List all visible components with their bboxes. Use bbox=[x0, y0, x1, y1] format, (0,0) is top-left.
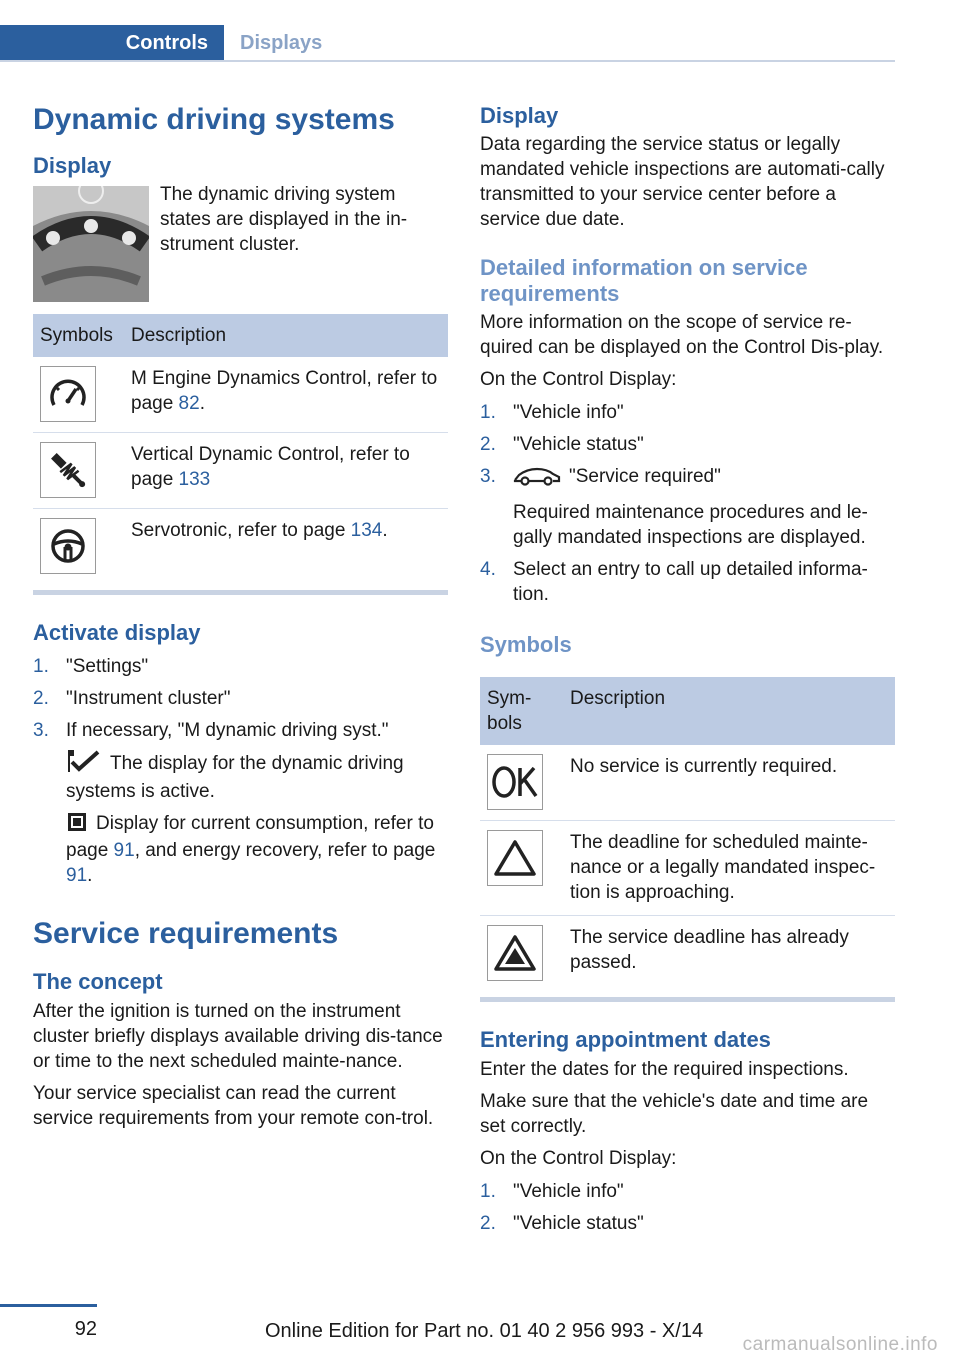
appointment-dates-heading: Entering appointment dates bbox=[480, 1027, 771, 1052]
list-item bbox=[33, 686, 448, 711]
step-text: "Instrument cluster" bbox=[66, 688, 231, 709]
step-number: 2. bbox=[480, 1213, 496, 1234]
table-header-symbols: Sym-bols bbox=[480, 677, 563, 745]
table-row bbox=[33, 509, 448, 585]
consumption-note-text: Display for current consumption, refer to page bbox=[66, 813, 434, 861]
description-text: Servotronic, refer to page bbox=[131, 520, 351, 541]
detailed-info-paragraph: More information on the scope of service re-quired can be displayed on the Control Dis-play. bbox=[480, 312, 884, 358]
step-number: 2. bbox=[33, 688, 49, 709]
symbols-heading: Symbols bbox=[480, 632, 572, 657]
row-description bbox=[124, 433, 448, 509]
step-3-label: "Service required" bbox=[569, 466, 721, 487]
list-item bbox=[480, 400, 895, 425]
square-box-icon bbox=[68, 813, 86, 838]
warning-triangle-filled-icon bbox=[487, 925, 543, 981]
step-text: "Settings" bbox=[66, 656, 149, 677]
description-suffix: . bbox=[382, 520, 388, 541]
table-header-description: Description bbox=[124, 314, 448, 357]
table-header-row bbox=[480, 677, 895, 745]
step-text: "Vehicle status" bbox=[513, 1213, 644, 1234]
display-intro bbox=[33, 186, 448, 302]
watermark: carmanualsonline.info bbox=[742, 1334, 938, 1355]
row-description: The service deadline has already passed. bbox=[570, 927, 849, 973]
table-header-symbols: Symbols bbox=[33, 314, 124, 357]
check-note bbox=[66, 750, 448, 804]
display-heading-right: Display bbox=[480, 103, 559, 128]
table-row bbox=[480, 916, 895, 992]
right-column bbox=[480, 100, 895, 1236]
left-column bbox=[33, 100, 448, 1131]
step-number: 1. bbox=[33, 656, 49, 677]
row-description: The deadline for scheduled mainte-nance or a legally mandated inspec-tion is approaching. bbox=[563, 821, 895, 916]
page-link[interactable]: 134 bbox=[350, 520, 383, 541]
step-number: 1. bbox=[480, 402, 496, 423]
header-rule bbox=[0, 60, 895, 62]
tab-controls bbox=[0, 25, 224, 62]
dynamic-systems-table bbox=[33, 314, 448, 584]
table-row bbox=[33, 357, 448, 433]
consumption-note-text-2: , and energy recovery, refer to page bbox=[134, 840, 436, 861]
activate-steps bbox=[33, 654, 448, 743]
page-link[interactable]: 133 bbox=[178, 469, 211, 490]
footer-rule bbox=[0, 1304, 97, 1307]
table-row bbox=[33, 433, 448, 509]
concept-paragraph-1: After the ignition is turned on the instrument cluster briefly displays available driving dis-tance or time to the next scheduled mainte-nance. bbox=[33, 1001, 443, 1072]
page-link[interactable]: 91 bbox=[66, 865, 88, 886]
step-text: "Vehicle info" bbox=[513, 402, 624, 423]
step-text bbox=[513, 464, 895, 550]
step-text: Select an entry to call up detailed informa-tion. bbox=[513, 559, 868, 605]
tab-controls-label: Controls bbox=[125, 32, 208, 54]
step-number: 3. bbox=[33, 720, 49, 741]
ok-icon bbox=[487, 754, 543, 810]
detailed-info-heading: Detailed information on service requirements bbox=[480, 255, 808, 306]
step-text: "Vehicle info" bbox=[513, 1181, 624, 1202]
warning-triangle-icon bbox=[487, 830, 543, 886]
step-number: 3. bbox=[480, 466, 496, 487]
steering-wheel-icon bbox=[40, 518, 96, 574]
row-description bbox=[124, 357, 448, 433]
list-item bbox=[480, 432, 895, 457]
step-3-subtext: Required maintenance procedures and le-gally mandated inspections are displayed. bbox=[513, 502, 868, 548]
appointment-paragraph-2: Make sure that the vehicle's date and time are set correctly. bbox=[480, 1091, 869, 1137]
page-number: 92 bbox=[74, 1318, 97, 1340]
list-item bbox=[480, 1179, 895, 1204]
shock-absorber-icon bbox=[40, 442, 96, 498]
list-item bbox=[480, 557, 895, 607]
concept-paragraph-2: Your service specialist can read the current service requirements from your remote con-trol. bbox=[33, 1083, 434, 1129]
table-header-description: Description bbox=[563, 677, 895, 745]
consumption-note-suffix: . bbox=[87, 865, 93, 886]
display-intro-text: The dynamic driving system states are displayed in the in-strument cluster. bbox=[160, 184, 408, 255]
on-control-display: On the Control Display: bbox=[480, 369, 677, 390]
consumption-note bbox=[66, 811, 448, 888]
step-number: 2. bbox=[480, 434, 496, 455]
table-end-rule bbox=[33, 590, 448, 595]
row-description bbox=[124, 509, 448, 585]
step-text: "Vehicle status" bbox=[513, 434, 644, 455]
tab-displays: Displays bbox=[240, 32, 323, 54]
page-link[interactable]: 82 bbox=[178, 393, 200, 414]
appointment-on-control-display: On the Control Display: bbox=[480, 1148, 677, 1169]
display-heading-left: Display bbox=[33, 153, 112, 178]
check-note-text: The display for the dynamic driving systems is active. bbox=[66, 753, 404, 802]
list-item bbox=[480, 464, 895, 550]
appointment-steps bbox=[480, 1179, 895, 1236]
car-service-icon bbox=[513, 466, 561, 493]
step-text: If necessary, "M dynamic driving syst." bbox=[66, 720, 389, 741]
row-description: No service is currently required. bbox=[563, 745, 895, 821]
list-item bbox=[33, 718, 448, 743]
page-link[interactable]: 91 bbox=[113, 840, 135, 861]
gauge-icon bbox=[40, 366, 96, 422]
page-header bbox=[0, 25, 895, 62]
appointment-paragraph-1: Enter the dates for the required inspections. bbox=[480, 1059, 849, 1080]
instrument-cluster-image bbox=[33, 186, 149, 302]
description-text: Vertical Dynamic Control, refer to page bbox=[131, 444, 410, 490]
step-number: 1. bbox=[480, 1181, 496, 1202]
description-suffix: . bbox=[199, 393, 205, 414]
list-item bbox=[33, 654, 448, 679]
description-text: M Engine Dynamics Control, refer to page bbox=[131, 368, 438, 414]
step-number: 4. bbox=[480, 559, 496, 580]
section-title-service-requirements: Service requirements bbox=[33, 917, 339, 950]
activate-display-heading: Activate display bbox=[33, 620, 201, 645]
checkmark-icon bbox=[68, 750, 100, 779]
concept-heading: The concept bbox=[33, 969, 163, 994]
table-row bbox=[480, 745, 895, 821]
service-steps bbox=[480, 400, 895, 607]
service-symbols-table bbox=[480, 677, 895, 991]
edition-text: Online Edition for Part no. 01 40 2 956 993 - X/14 bbox=[265, 1320, 704, 1342]
table-end-rule bbox=[480, 997, 895, 1002]
display-paragraph: Data regarding the service status or legally mandated vehicle inspections are automati-cally transmitted to your service center before a service due date. bbox=[480, 134, 885, 230]
section-title-dynamic-driving: Dynamic driving systems bbox=[33, 103, 395, 136]
table-header-row bbox=[33, 314, 448, 357]
list-item bbox=[480, 1211, 895, 1236]
table-row bbox=[480, 821, 895, 916]
